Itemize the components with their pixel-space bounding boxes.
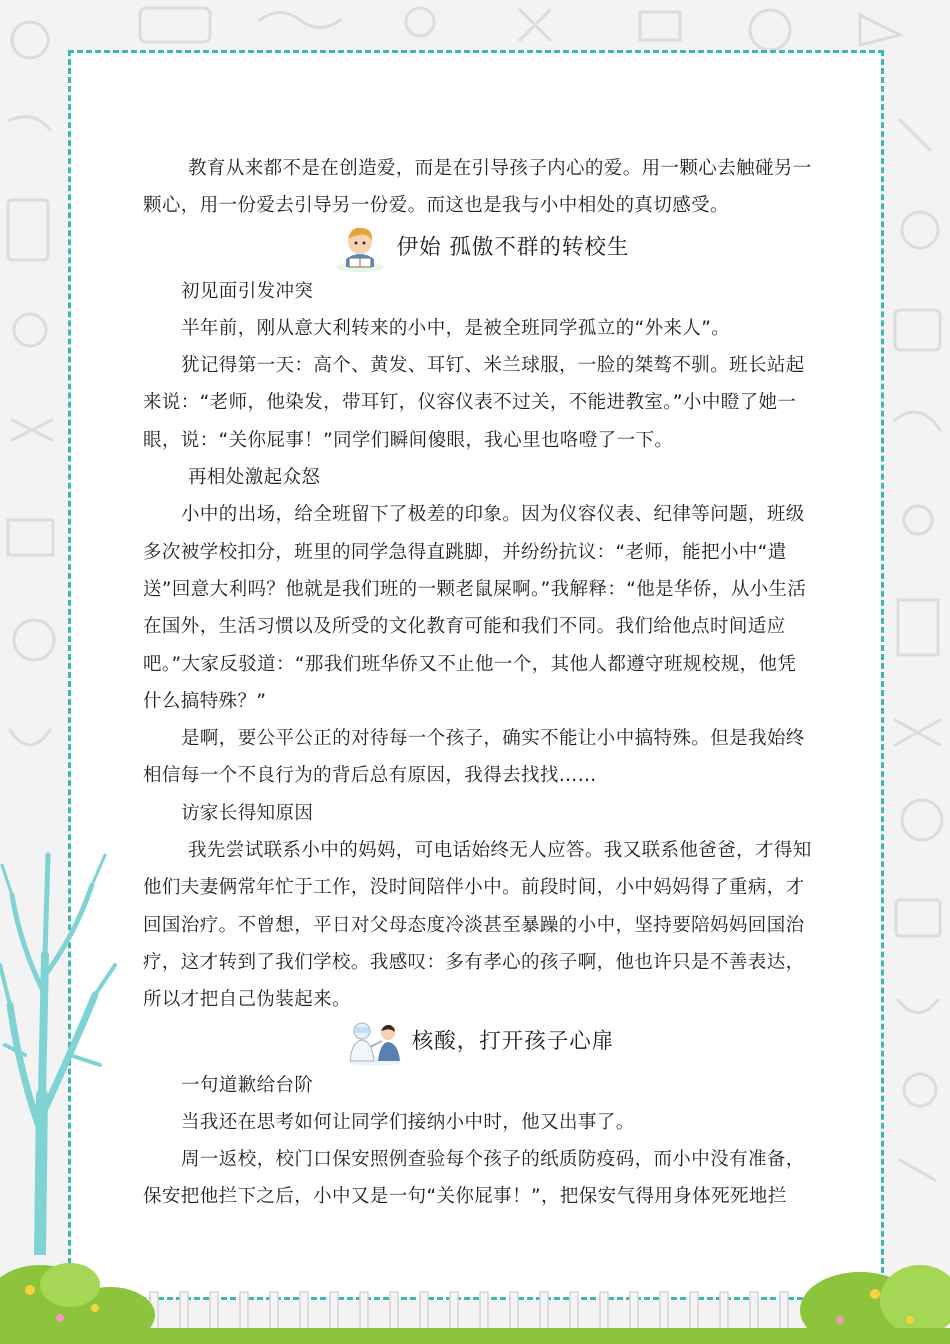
paragraph: 小中的出场，给全班留下了极差的印象。因为仪容仪表、纪律等问题，班级多次被学校扣分，班里的同学急得直跳脚，并纷纷抗议：“老师，能把小中“遣送”回意大利吗？他就是我们班的一颗老鼠屎啊。”我解释：“他是华侨，从小生活在国外，生活习惯以及所受的文化教育可能和我们不同。我们给他点时间适应吧。”大家反驳道：“那我们班华侨又不止他一个，其他人都遵守班规校规，他凭什么搞特殊？” [143, 504, 807, 712]
subheading: 一句道歉给台阶 [181, 1074, 314, 1096]
paragraph: 半年前，刚从意大利转来的小中，是被全班同学孤立的“外来人”。 [181, 317, 731, 339]
nucleic-acid-test-icon [344, 1017, 406, 1067]
section-heading-1 [143, 223, 815, 273]
boy-reading-icon [329, 223, 391, 273]
article-body [143, 150, 815, 1216]
paragraph: 是啊，要公平公正的对待每一个孩子，确实不能让小中搞特殊。但是我始终相信每一个不良行为的背后总有原因，我得去找找…… [143, 728, 805, 787]
tree-illustration [0, 835, 120, 1255]
paragraph: 我先尝试联系小中的妈妈，可电话始终无人应答。我又联系他爸爸，才得知他们夫妻俩常年忙于工作，没时间陪伴小中。前段时间，小中妈妈得了重病，才回国治疗。不曾想，平日对父母态度冷淡甚至暴躁的小中，坚持要陪妈妈回国治疗，这才转到了我们学校。我感叹：多有孝心的孩子啊，他也许只是不善表达，所以才把自己伪装起来。 [143, 840, 812, 1011]
grass-fence-illustration [0, 1230, 950, 1344]
paragraph: 周一返校，校门口保安照例查验每个孩子的纸质防疫码，而小中没有准备，保安把他拦下之后，小中又是一句“关你屁事！”，把保安气得用身体死死地拦 [143, 1149, 805, 1208]
section-heading-2 [143, 1017, 815, 1067]
subheading: 访家长得知原因 [181, 802, 314, 824]
subheading: 初见面引发冲突 [181, 280, 314, 302]
section-title-1: 伊始 孤傲不群的转校生 [396, 234, 630, 260]
section-title-2: 核酸，打开孩子心扉 [411, 1028, 615, 1054]
intro-paragraph: 教育从来都不是在创造爱，而是在引导孩子内心的爱。用一颗心去触碰另一颗心，用一份爱去引导另一份爱。而这也是我与小中相处的真切感受。 [143, 158, 812, 217]
subheading: 再相处激起众怒 [188, 467, 321, 489]
paragraph: 当我还在思考如何让同学们接纳小中时，他又出事了。 [181, 1111, 635, 1133]
paragraph: 犹记得第一天：高个、黄发、耳钉、米兰球服，一脸的桀骜不驯。班长站起来说：“老师，他染发，带耳钉，仪容仪表不过关，不能进教室。”小中瞪了她一眼，说：“关你屁事！”同学们瞬间傻眼，我心里也咯噔了一下。 [143, 355, 805, 451]
